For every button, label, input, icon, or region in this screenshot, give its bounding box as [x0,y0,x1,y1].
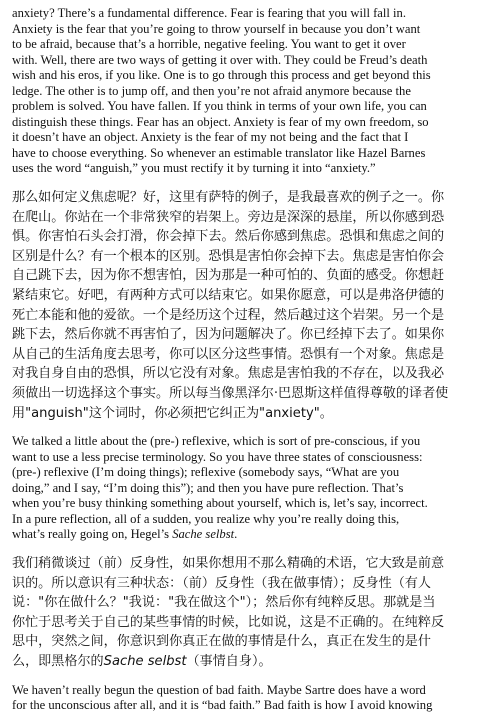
text-line: wish and his eros, if you like. One is to go through this process and get beyond this [12,68,431,83]
text-line: problem is solved. You have fallen. If you think in terms of your own life, you can [12,99,427,114]
text-line: to be afraid, because that’s a horrible, negative feeling. You want to get it over [12,37,406,52]
text-line: 惧。你害怕石头会打滑，你会掉下去。然后你感到焦虑。恐惧和焦虑之间的 [12,229,445,245]
text-line: (pre-) reflexive (I’m doing things); reflexive (somebody says, “What are you [12,465,400,480]
text-line: In a pure reflection, all of a sudden, you realize why you’re really doing this, [12,511,400,526]
text-line: 识的。所以意识有三种状态：（前）反身性（我在做事情）；反身性（有人 [12,575,431,591]
text-line: 紧结束它。好吧，有两种方式可以结束它。如果你愿意，可以是弗洛伊德的 [12,287,445,303]
text-line: We haven’t really begun the question of bad faith. Maybe Sartre does have a word [12,682,426,697]
italic-term: Sache selbst [103,653,187,669]
paragraph-chinese-2 [12,554,490,672]
paragraph-english-1 [12,6,490,177]
text-line: it doesn’t have an object. Anxiety is the fear of my not being and the fact that I [12,130,409,145]
text-line: 我们稍微谈过（前）反身性，如果你想用不那么精确的术语，它大致是前意 [12,555,445,571]
paragraph-english-3 [12,683,490,714]
paragraph-english-2 [12,434,490,543]
text-line: ledge. The other is to jump off, and then you’re not afraid anymore because the [12,83,411,98]
text-line: We talked a little about the (pre-) reflexive, which is sort of pre-conscious, if you [12,434,421,449]
text-line: 区别是什么？有一个根本的区别。恐惧是害怕你会掉下去。焦虑是害怕你会 [12,248,445,264]
text-line: 从自己的生活角度去思考，你可以区分这些事情。恐惧有一个对象。焦虑是 [12,346,445,362]
italic-term: Sache selbst [172,527,235,542]
text-line: what’s really going on, Hegel’s Sache selbst. [12,527,238,542]
paragraph-chinese-1 [12,188,490,423]
text-line: 对我自身自由的恐惧，所以它没有对象。焦虑是害怕我的不存在，以及我必 [12,366,445,382]
text-line: 说："你在做什么？"我说："我在做这个"）；然后你有纯粹反思。那就是当 [12,595,436,611]
text-line: for the unconscious after all, and it is “bad faith.” Bad faith is how I avoid knowing [12,698,433,713]
text-line: 自己跳下去，因为你不想害怕，因为那是一种可怕的、负面的感受。你想赶 [12,268,445,284]
text-line: doing,” and I say, “I’m doing this”); and then you have pure reflection. That’s [12,480,404,495]
text-line: anxiety? There’s a fundamental difference. Fear is fearing that you will fall in. [12,6,406,20]
text-line: 那么如何定义焦虑呢？好，这里有萨特的例子，是我最喜欢的例子之一。你 [12,190,445,206]
text-line: 跳下去，然后你就不再害怕了，因为问题解决了。你已经掉下去了。如果你 [12,327,445,343]
text-line: uses the word “anguish,” you must rectify it by turning it into “anxiety.” [12,161,376,176]
text-line: Anxiety is the fear that you’re going to throw yourself in because you don’t want [12,21,421,36]
text-line: 须做出一切选择这个事实。所以每当像黑泽尔·巴恩斯这样值得尊敬的译者使 [12,385,449,401]
document-page [12,6,490,714]
text-line: want to use a less precise terminology. So you have three states of consciousness: [12,449,423,464]
text-line: when you’re busy thinking something about yourself, which is, let’s say, incorrect. [12,496,428,511]
text-line: with. Well, there are two ways of getting it over with. They could be Freud’s death [12,52,428,67]
text-line: distinguish these things. Fear has an object. Anxiety is fear of my own freedom, so [12,114,429,129]
text-line: 用"anguish"这个词时，你必须把它纠正为"anxiety"。 [12,405,333,421]
text-line: 么，即黑格尔的Sache selbst（事情自身）。 [12,653,272,669]
text-line: 思中，突然之间，你意识到你真正在做的事情是什么，真正在发生的是什 [12,634,431,650]
text-line: 你忙于思考关于自己的某些事情的时候，比如说，这是不正确的。在纯粹反 [12,614,445,630]
text-line: 死亡本能和他的爱欲。一个是经历这个过程，然后越过这个岩架。另一个是 [12,307,445,323]
text-line: 在爬山。你站在一个非常狭窄的岩架上。旁边是深深的悬崖，所以你感到恐 [12,209,445,225]
text-line: have to choose everything. So whenever an estimable translator like Hazel Barnes [12,145,426,160]
